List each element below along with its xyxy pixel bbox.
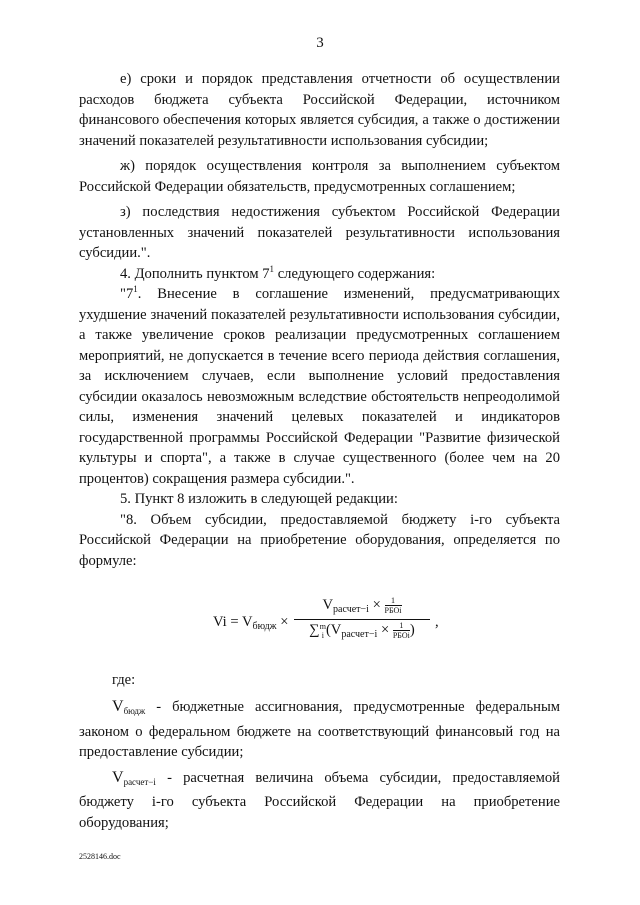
where-label: где:	[112, 672, 136, 688]
page-number: 3	[316, 35, 324, 51]
paragraph-e: е) сроки и порядок представления отчетности об осуществлении расходов бюджета субъекта Российской Федерации, источником финансового обеспечения которых является субсидия, а также о достижении значений показателей результативности использования субсидии;	[79, 71, 560, 149]
paragraph-5: 5. Пункт 8 изложить в следующей редакции:	[120, 491, 398, 507]
paragraph-4: 4. Дополнить пунктом $7^1$ следующего содержания:	[120, 263, 436, 282]
footer-filename: 2528146.doc	[79, 852, 121, 861]
subsidy-formula	[213, 596, 443, 656]
paragraph-zh: ж) порядок осуществления контроля за выполнением субъектом Российской Федерации обязательств, предусмотренных соглашением;	[79, 158, 560, 195]
formula-numerator: $V_{расчет-i} \times 1$ РБОi	[322, 596, 402, 615]
definition-v-rasch: $V_{расчет-i}$ - расчетная величина объема субсидии, предоставляемой бюджету i-го субъекта Российской Федерации на приобретение оборудования;	[79, 768, 560, 831]
formula-denominator: ∑m i ($V_{расчет-i} \times 1$ РБОi)	[309, 621, 415, 640]
fraction-bar	[294, 619, 430, 620]
definitions	[79, 697, 560, 833]
paragraph-7-1: "$7^1$. Внесение в соглашение изменений, предусматривающих ухудшение значений показателей результативности использования субсидии, а также увеличение сроков реализации предусмотренных соглашением мероприятий, не допускается в течение всего периода действия соглашения, за исключением случаев, если выполнение условий предоставления субсидии оказалось невозможным вследствие обстоятельств непреодолимой силы, изменения значений целевых показателей и индикаторов государственной программы Российской Федерации "Развитие физической культуры и спорта", а также в случае существенного (более чем на 20 процентов) сокращения размера субсидии.".	[79, 284, 560, 487]
formula-lhs: $Vi = V_{бюдж}$ ×	[213, 614, 289, 632]
definition-v-budzh: $V_{бюдж}$ - бюджетные ассигнования, предусмотренные федеральным законом о федеральном бюджете на соответствующий финансовый год на предоставление субсидии;	[79, 698, 560, 760]
paragraph-8: "8. Объем субсидии, предоставляемой бюджету i-го субъекта Российской Федерации на приобретение оборудования, определяется по формуле:	[79, 511, 560, 569]
body-text	[79, 69, 560, 571]
paragraph-z: з) последствия недостижения субъектом Российской Федерации установленных значений показателей результативности использования субсидии.".	[79, 204, 560, 261]
formula-comma: ,	[435, 614, 439, 630]
formula-fraction	[294, 596, 430, 640]
